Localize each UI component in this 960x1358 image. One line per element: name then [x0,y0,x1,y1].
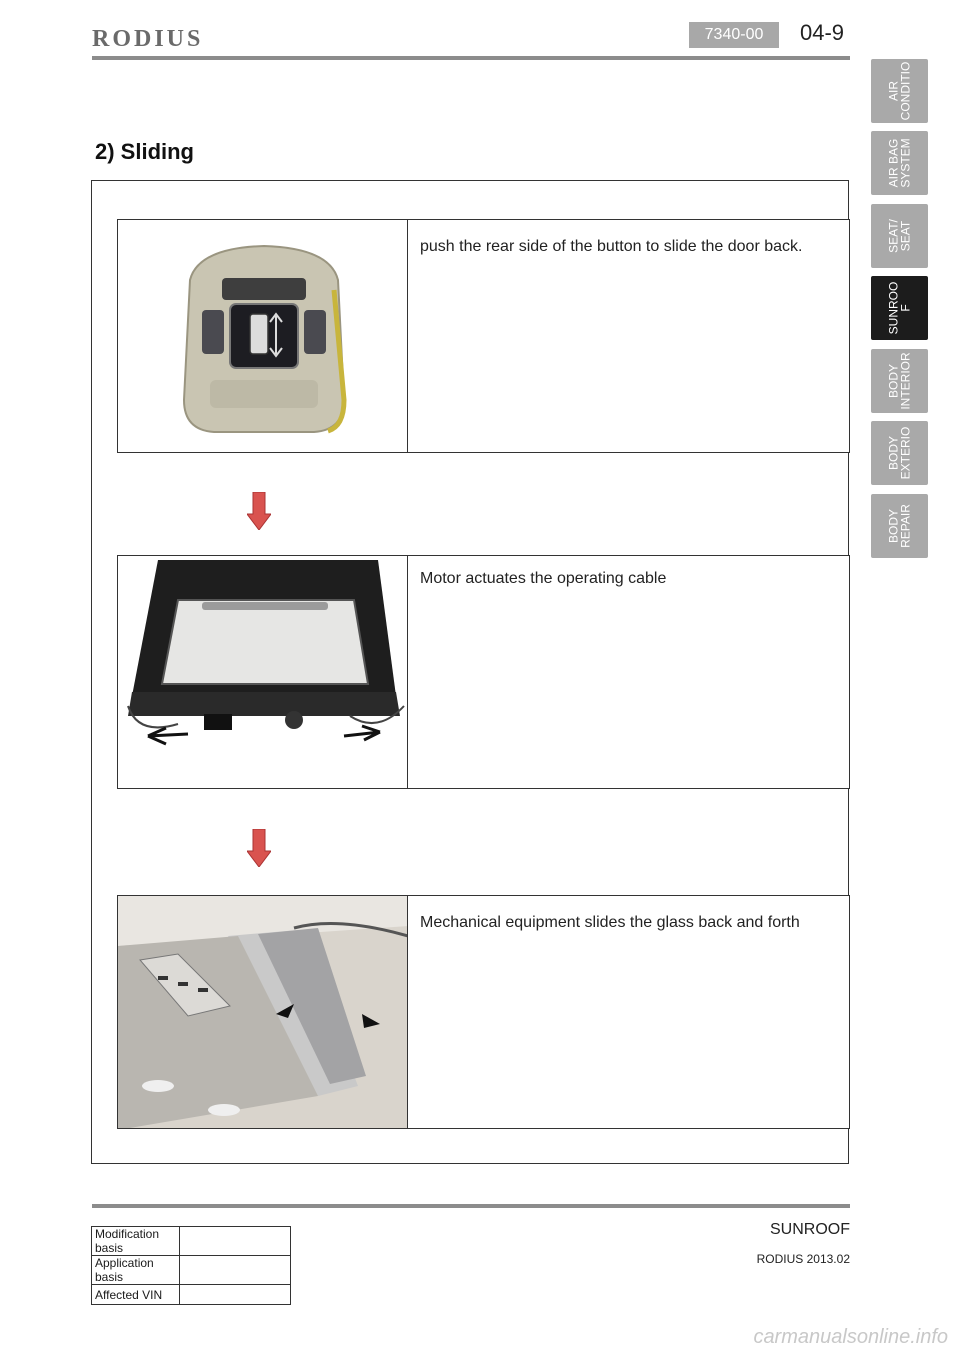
section-title: 2) Sliding [95,139,194,164]
table-value [180,1285,291,1305]
section-code-badge: 7340-00 [689,22,779,48]
footer-divider [92,1204,850,1208]
tab-body-interior[interactable]: BODY INTERIOR [871,349,928,413]
table-label: Affected VIN [92,1285,180,1305]
sunroof-glass-interior-photo [118,896,408,1128]
watermark: carmanualsonline.info [753,1326,948,1348]
tab-air-bag-system[interactable]: AIR BAG SYSTEM [871,131,928,195]
tab-body-exterior[interactable]: BODY EXTERIO [871,421,928,485]
arrow-down-icon [247,829,271,867]
table-label: Application basis [92,1256,180,1285]
arrow-down-icon [247,492,271,530]
step-3-text: Mechanical equipment slides the glass back and forth [420,914,800,931]
step-3 [117,895,850,1129]
table-value [180,1227,291,1256]
step-2 [117,555,850,789]
step-2-text: Motor actuates the operating cable [420,570,667,587]
table-row [92,1227,291,1256]
header-divider [92,56,850,60]
tab-body-repair[interactable]: BODY REPAIR [871,494,928,558]
page-number: 04-9 [800,20,845,45]
table-row [92,1285,291,1305]
modification-table [91,1226,291,1305]
brand-logo: RODIUS [92,26,204,52]
table-value [180,1256,291,1285]
tab-sunroof[interactable]: SUNROO F [871,276,928,340]
step-1-text: push the rear side of the button to slide the door back. [420,238,803,255]
table-label: Modification basis [92,1227,180,1256]
sunroof-frame-motor-photo [118,556,408,788]
overhead-console-photo [118,220,408,452]
tab-air-conditioning[interactable]: AIR CONDITIO [871,59,928,123]
footer-section-name: SUNROOF [770,1221,850,1238]
tab-seat[interactable]: SEAT/ SEAT [871,204,928,268]
step-1 [117,219,850,453]
table-row [92,1256,291,1285]
footer-model-edition: RODIUS 2013.02 [756,1252,850,1266]
